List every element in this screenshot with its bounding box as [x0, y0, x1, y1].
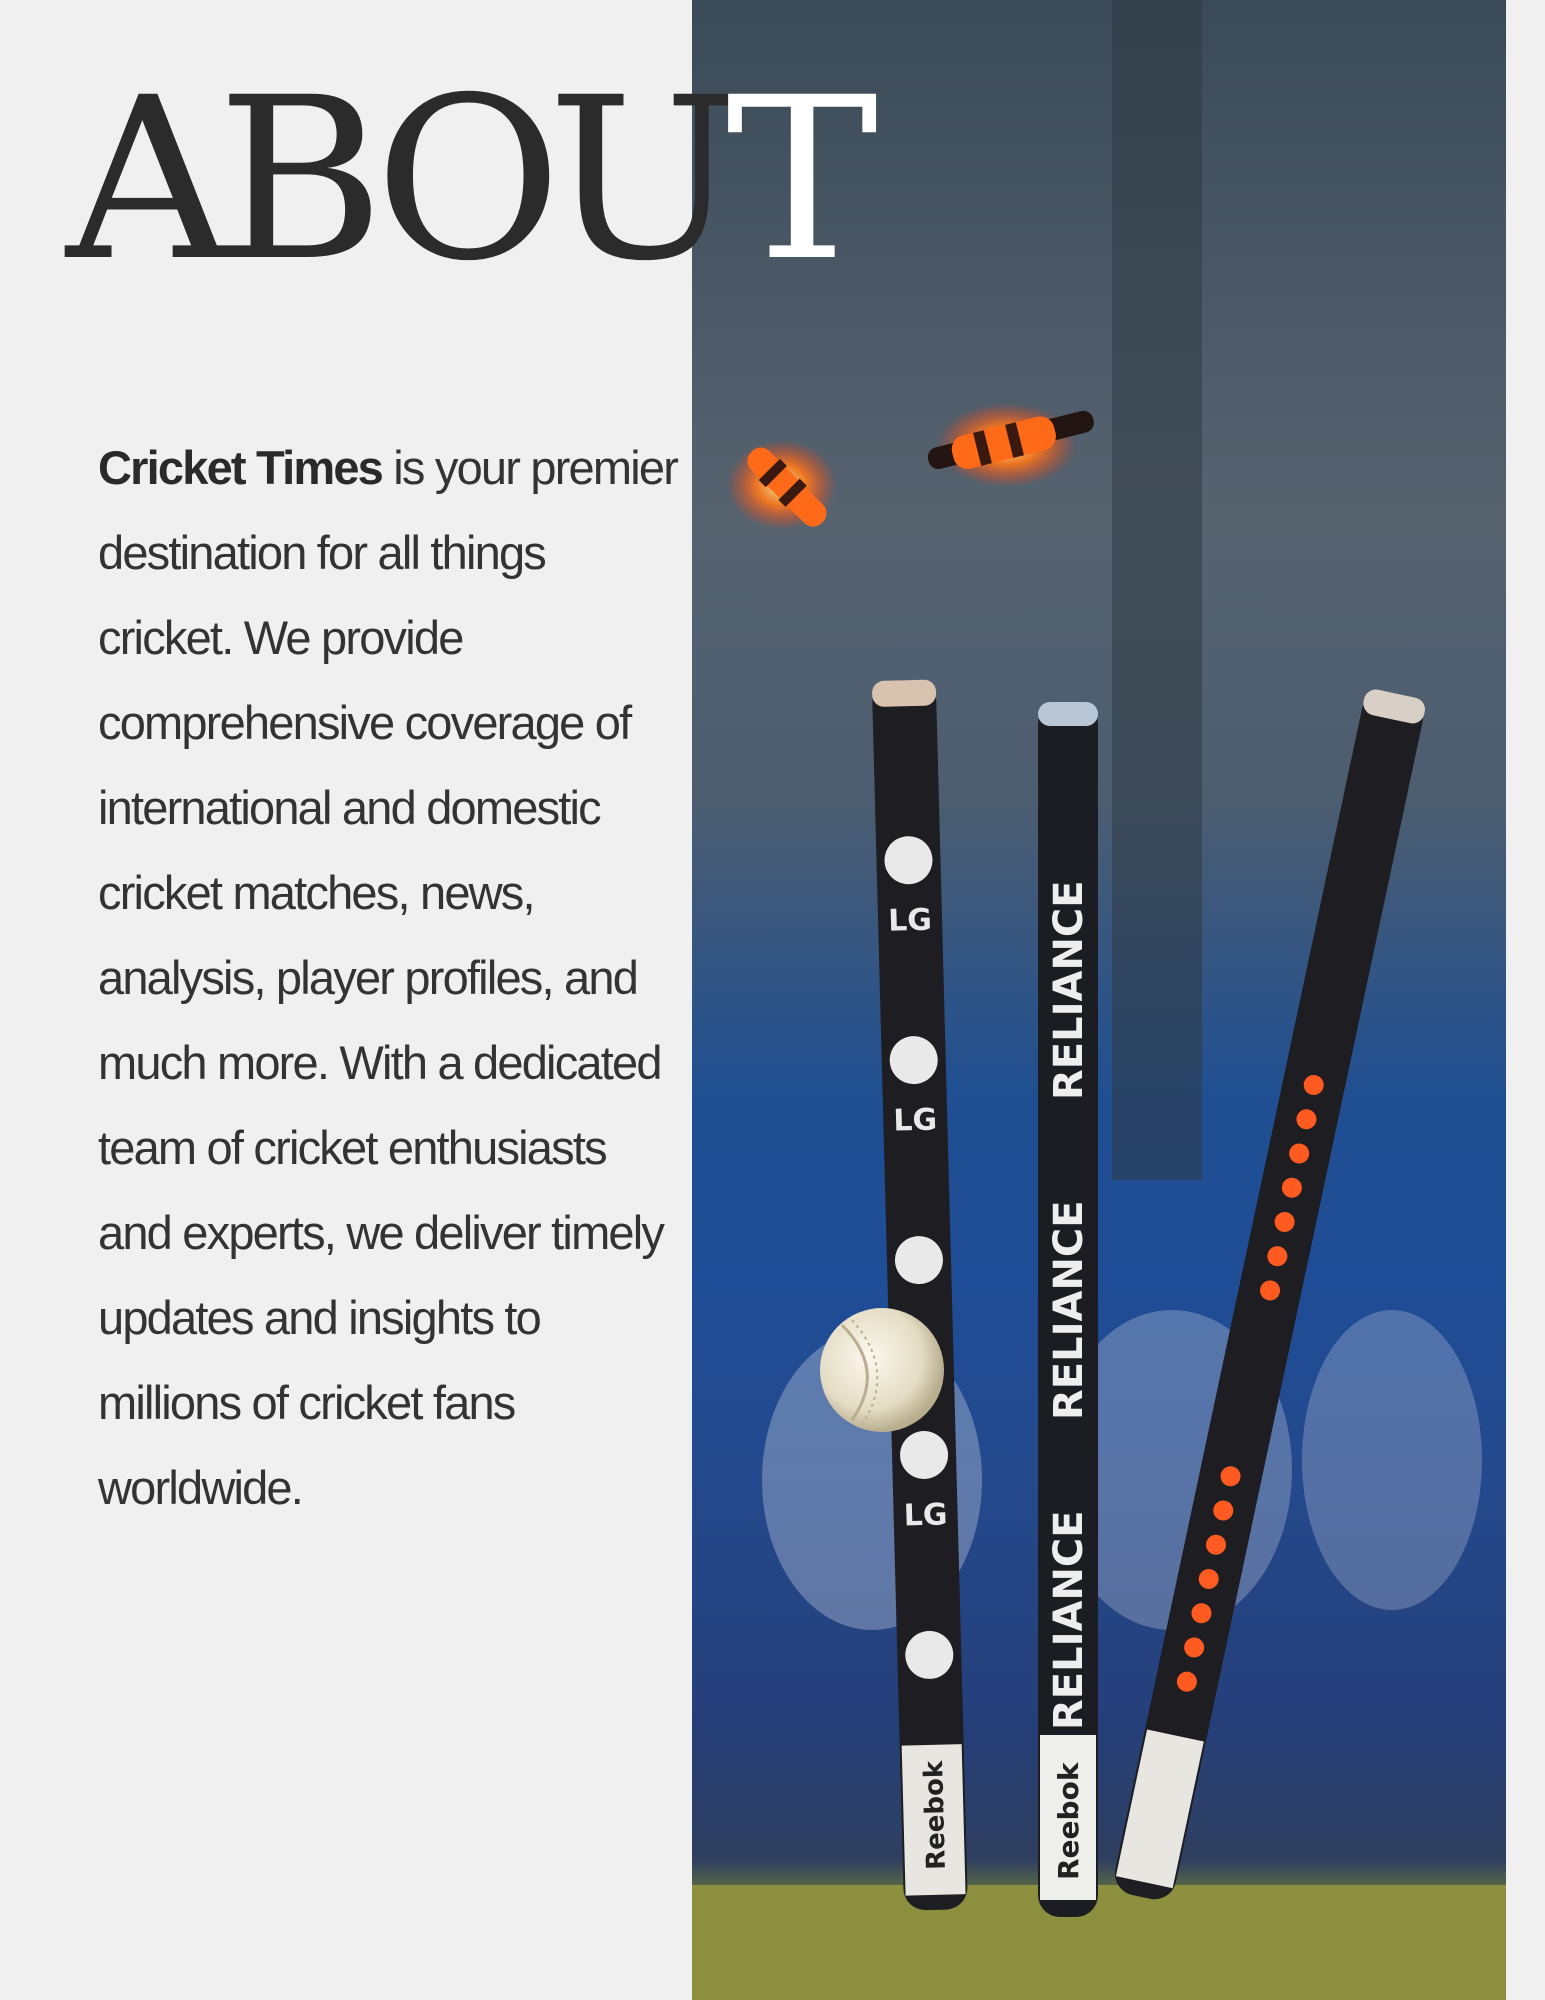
stump-middle — [1038, 702, 1098, 1917]
stump-middle-sponsor: RELIANCE — [1046, 880, 1092, 1100]
brand-name: Cricket Times — [98, 441, 383, 494]
page-title — [66, 49, 865, 310]
stump-middle-sponsor: RELIANCE — [1046, 1200, 1092, 1420]
stump-left-sponsor: LG — [892, 1102, 938, 1139]
blurred-board-letter — [1302, 1310, 1482, 1610]
background-pole — [1112, 0, 1202, 1180]
pitch-grass — [692, 1885, 1506, 2000]
stump-left — [872, 679, 968, 1910]
about-description — [98, 425, 678, 1530]
stump-left-sponsor: LG — [903, 1497, 948, 1534]
stump-left-sponsor: LG — [887, 902, 933, 939]
stump-left-base-brand: Reebok — [919, 1760, 952, 1871]
page-title-part-over-photo: T — [725, 49, 865, 310]
cricket-ball — [820, 1308, 944, 1432]
description-text: is your premier destination for all things cricket. We provide comprehensive coverage of international and domestic cricket matches, news, analysis, player profiles, and much more. With a dedicated team of cricket enthusiasts and experts, we deliver timely updates and insights to millions of cricket fans worldwide. — [98, 441, 678, 1514]
flying-bail-left — [727, 440, 837, 532]
stump-middle-base-brand: Reebok — [1052, 1762, 1085, 1880]
stump-middle-sponsor: RELIANCE — [1046, 1510, 1092, 1730]
page-title-part: ABOU — [66, 49, 726, 310]
flying-bail-right — [926, 403, 1096, 487]
